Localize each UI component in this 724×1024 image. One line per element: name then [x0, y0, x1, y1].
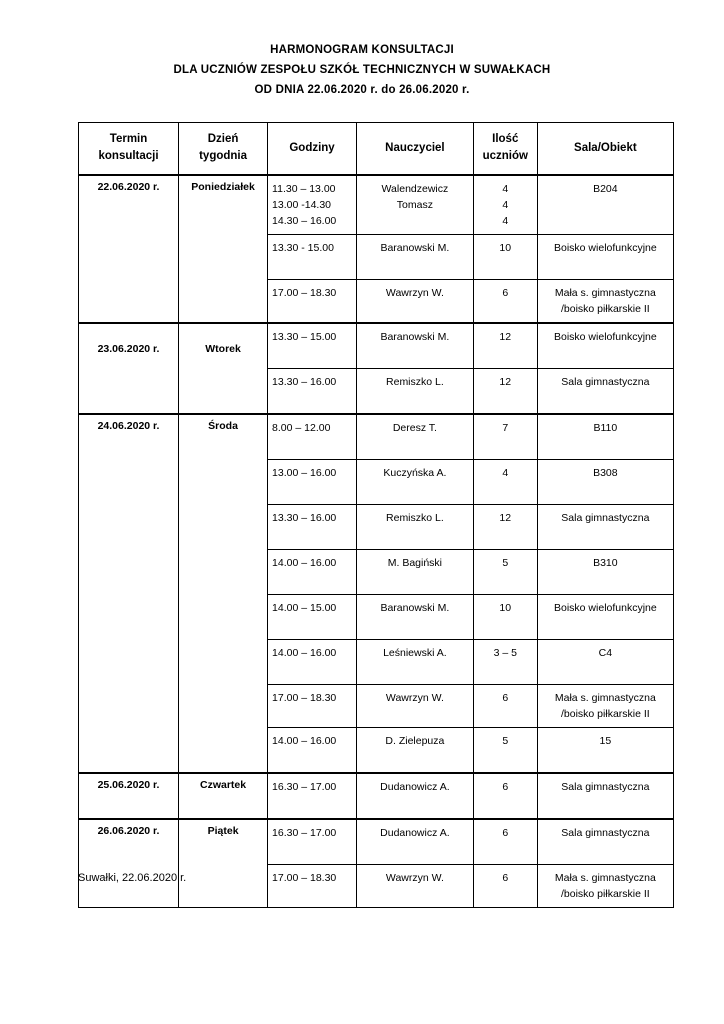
cell-teacher: Remiszko L. [357, 505, 474, 550]
table-header-row [79, 123, 674, 176]
cell-count: 3 – 5 [473, 640, 537, 685]
column-header-godziny: Godziny [268, 123, 357, 176]
cell-count: 12 [473, 369, 537, 415]
cell-hours: 14.00 – 16.00 [268, 550, 357, 595]
room-line: Mała s. gimnastyczna [554, 287, 656, 299]
cell-date: 22.06.2020 r. [79, 175, 179, 323]
teacher-line: Walendzewicz [381, 183, 449, 195]
cell-date [79, 323, 179, 414]
cell-count: 7 [473, 414, 537, 460]
table-row [79, 773, 674, 819]
schedule-table [78, 122, 674, 908]
hours-line: 11.30 – 13.00 [272, 183, 336, 195]
count-line: 4 [502, 215, 509, 227]
column-header-ilosc [473, 123, 537, 176]
cell-teacher: Remiszko L. [357, 369, 474, 415]
cell-hours: 17.00 – 18.30 [268, 685, 357, 728]
cell-room: Boisko wielofunkcyjne [537, 235, 673, 280]
heading-line-1: HARMONOGRAM KONSULTACJI [270, 44, 454, 56]
hours-line: 13.00 -14.30 [272, 199, 332, 211]
table-row [79, 175, 674, 235]
cell-teacher: Baranowski M. [357, 323, 474, 369]
cell-teacher: Dudanowicz A. [357, 773, 474, 819]
table-body [79, 175, 674, 908]
cell-hours: 14.00 – 16.00 [268, 728, 357, 774]
cell-hours [268, 175, 357, 235]
column-header-ilosc-line-1: Ilość [492, 133, 519, 145]
cell-teacher: Baranowski M. [357, 595, 474, 640]
cell-room [537, 175, 673, 235]
cell-teacher: Wawrzyn W. [357, 865, 474, 908]
cell-count: 5 [473, 550, 537, 595]
cell-hours: 16.30 – 17.00 [268, 773, 357, 819]
cell-date: 25.06.2020 r. [79, 773, 179, 819]
cell-count: 6 [473, 865, 537, 908]
cell-room: Sala gimnastyczna [537, 773, 673, 819]
column-header-dzien [179, 123, 268, 176]
table-row [79, 414, 674, 460]
cell-teacher: Kuczyńska A. [357, 460, 474, 505]
room-line: Mała s. gimnastyczna [554, 692, 656, 704]
table-header [79, 123, 674, 176]
cell-day: Piątek [179, 819, 268, 908]
cell-room: Sala gimnastyczna [537, 819, 673, 865]
cell-hours: 13.30 - 15.00 [268, 235, 357, 280]
cell-hours: 14.00 – 16.00 [268, 640, 357, 685]
heading-line-2: DLA UCZNIÓW ZESPOŁU SZKÓŁ TECHNICZNYCH W SUWAŁKACH [173, 64, 551, 76]
column-header-ilosc-line-2: uczniów [482, 150, 528, 162]
table-row [79, 323, 674, 369]
cell-date: 26.06.2020 r. [79, 819, 179, 908]
cell-count: 10 [473, 235, 537, 280]
cell-teacher: Wawrzyn W. [357, 280, 474, 324]
cell-hours: 17.00 – 18.30 [268, 865, 357, 908]
room-line: /boisko piłkarskie II [561, 888, 650, 900]
cell-teacher: Dudanowicz A. [357, 819, 474, 865]
cell-count: 5 [473, 728, 537, 774]
room-line: B204 [593, 183, 618, 195]
cell-room [537, 685, 673, 728]
cell-teacher: Baranowski M. [357, 235, 474, 280]
cell-room [537, 865, 673, 908]
cell-count: 6 [473, 819, 537, 865]
room-line: /boisko piłkarskie II [561, 708, 650, 720]
column-header-nauczyciel: Nauczyciel [357, 123, 474, 176]
cell-hours: 13.30 – 16.00 [268, 505, 357, 550]
cell-hours: 8.00 – 12.00 [268, 414, 357, 460]
cell-room: Sala gimnastyczna [537, 505, 673, 550]
cell-room: 15 [537, 728, 673, 774]
cell-teacher: Wawrzyn W. [357, 685, 474, 728]
cell-date: 24.06.2020 r. [79, 414, 179, 773]
cell-count [473, 175, 537, 235]
cell-teacher: Deresz T. [357, 414, 474, 460]
column-header-termin-line-2: konsultacji [98, 150, 159, 162]
schedule-table-wrapper [28, 122, 696, 908]
cell-teacher: D. Zielepuza [357, 728, 474, 774]
cell-room: C4 [537, 640, 673, 685]
cell-hours: 13.30 – 15.00 [268, 323, 357, 369]
heading-line-3: OD DNIA 22.06.2020 r. do 26.06.2020 r. [254, 84, 470, 96]
cell-teacher: Leśniewski A. [357, 640, 474, 685]
cell-hours: 17.00 – 18.30 [268, 280, 357, 324]
cell-room [537, 280, 673, 324]
cell-hours: 16.30 – 17.00 [268, 819, 357, 865]
document-heading [28, 40, 696, 100]
cell-count: 6 [473, 773, 537, 819]
column-header-termin-line-1: Termin [109, 133, 148, 145]
cell-hours: 14.00 – 15.00 [268, 595, 357, 640]
cell-day: Czwartek [179, 773, 268, 819]
cell-count: 12 [473, 505, 537, 550]
cell-room: B308 [537, 460, 673, 505]
column-header-dzien-line-2: tygodnia [199, 150, 248, 162]
cell-count: 6 [473, 685, 537, 728]
count-line: 4 [502, 199, 509, 211]
cell-room: B110 [537, 414, 673, 460]
cell-teacher: M. Bagiński [357, 550, 474, 595]
column-header-dzien-line-1: Dzień [207, 133, 239, 145]
cell-day: Poniedziałek [179, 175, 268, 323]
cell-day [179, 323, 268, 414]
cell-room: Boisko wielofunkcyjne [537, 595, 673, 640]
teacher-line: Tomasz [396, 199, 433, 211]
column-header-termin [79, 123, 179, 176]
room-line: /boisko piłkarskie II [561, 303, 650, 315]
cell-date-text: 23.06.2020 r. [97, 343, 160, 355]
column-header-sala: Sala/Obiekt [537, 123, 673, 176]
cell-room: Sala gimnastyczna [537, 369, 673, 415]
cell-day: Środa [179, 414, 268, 773]
table-row [79, 819, 674, 865]
cell-count: 4 [473, 460, 537, 505]
cell-room: Boisko wielofunkcyjne [537, 323, 673, 369]
cell-room: B310 [537, 550, 673, 595]
document-footer: Suwałki, 22.06.2020 r. [78, 872, 187, 884]
hours-line: 14.30 – 16.00 [272, 215, 337, 227]
room-line: Mała s. gimnastyczna [554, 872, 656, 884]
count-line: 4 [502, 183, 509, 195]
cell-count: 10 [473, 595, 537, 640]
cell-teacher [357, 175, 474, 235]
cell-count: 12 [473, 323, 537, 369]
cell-hours: 13.00 – 16.00 [268, 460, 357, 505]
cell-count: 6 [473, 280, 537, 324]
cell-hours: 13.30 – 16.00 [268, 369, 357, 415]
cell-day-text: Wtorek [205, 343, 241, 355]
